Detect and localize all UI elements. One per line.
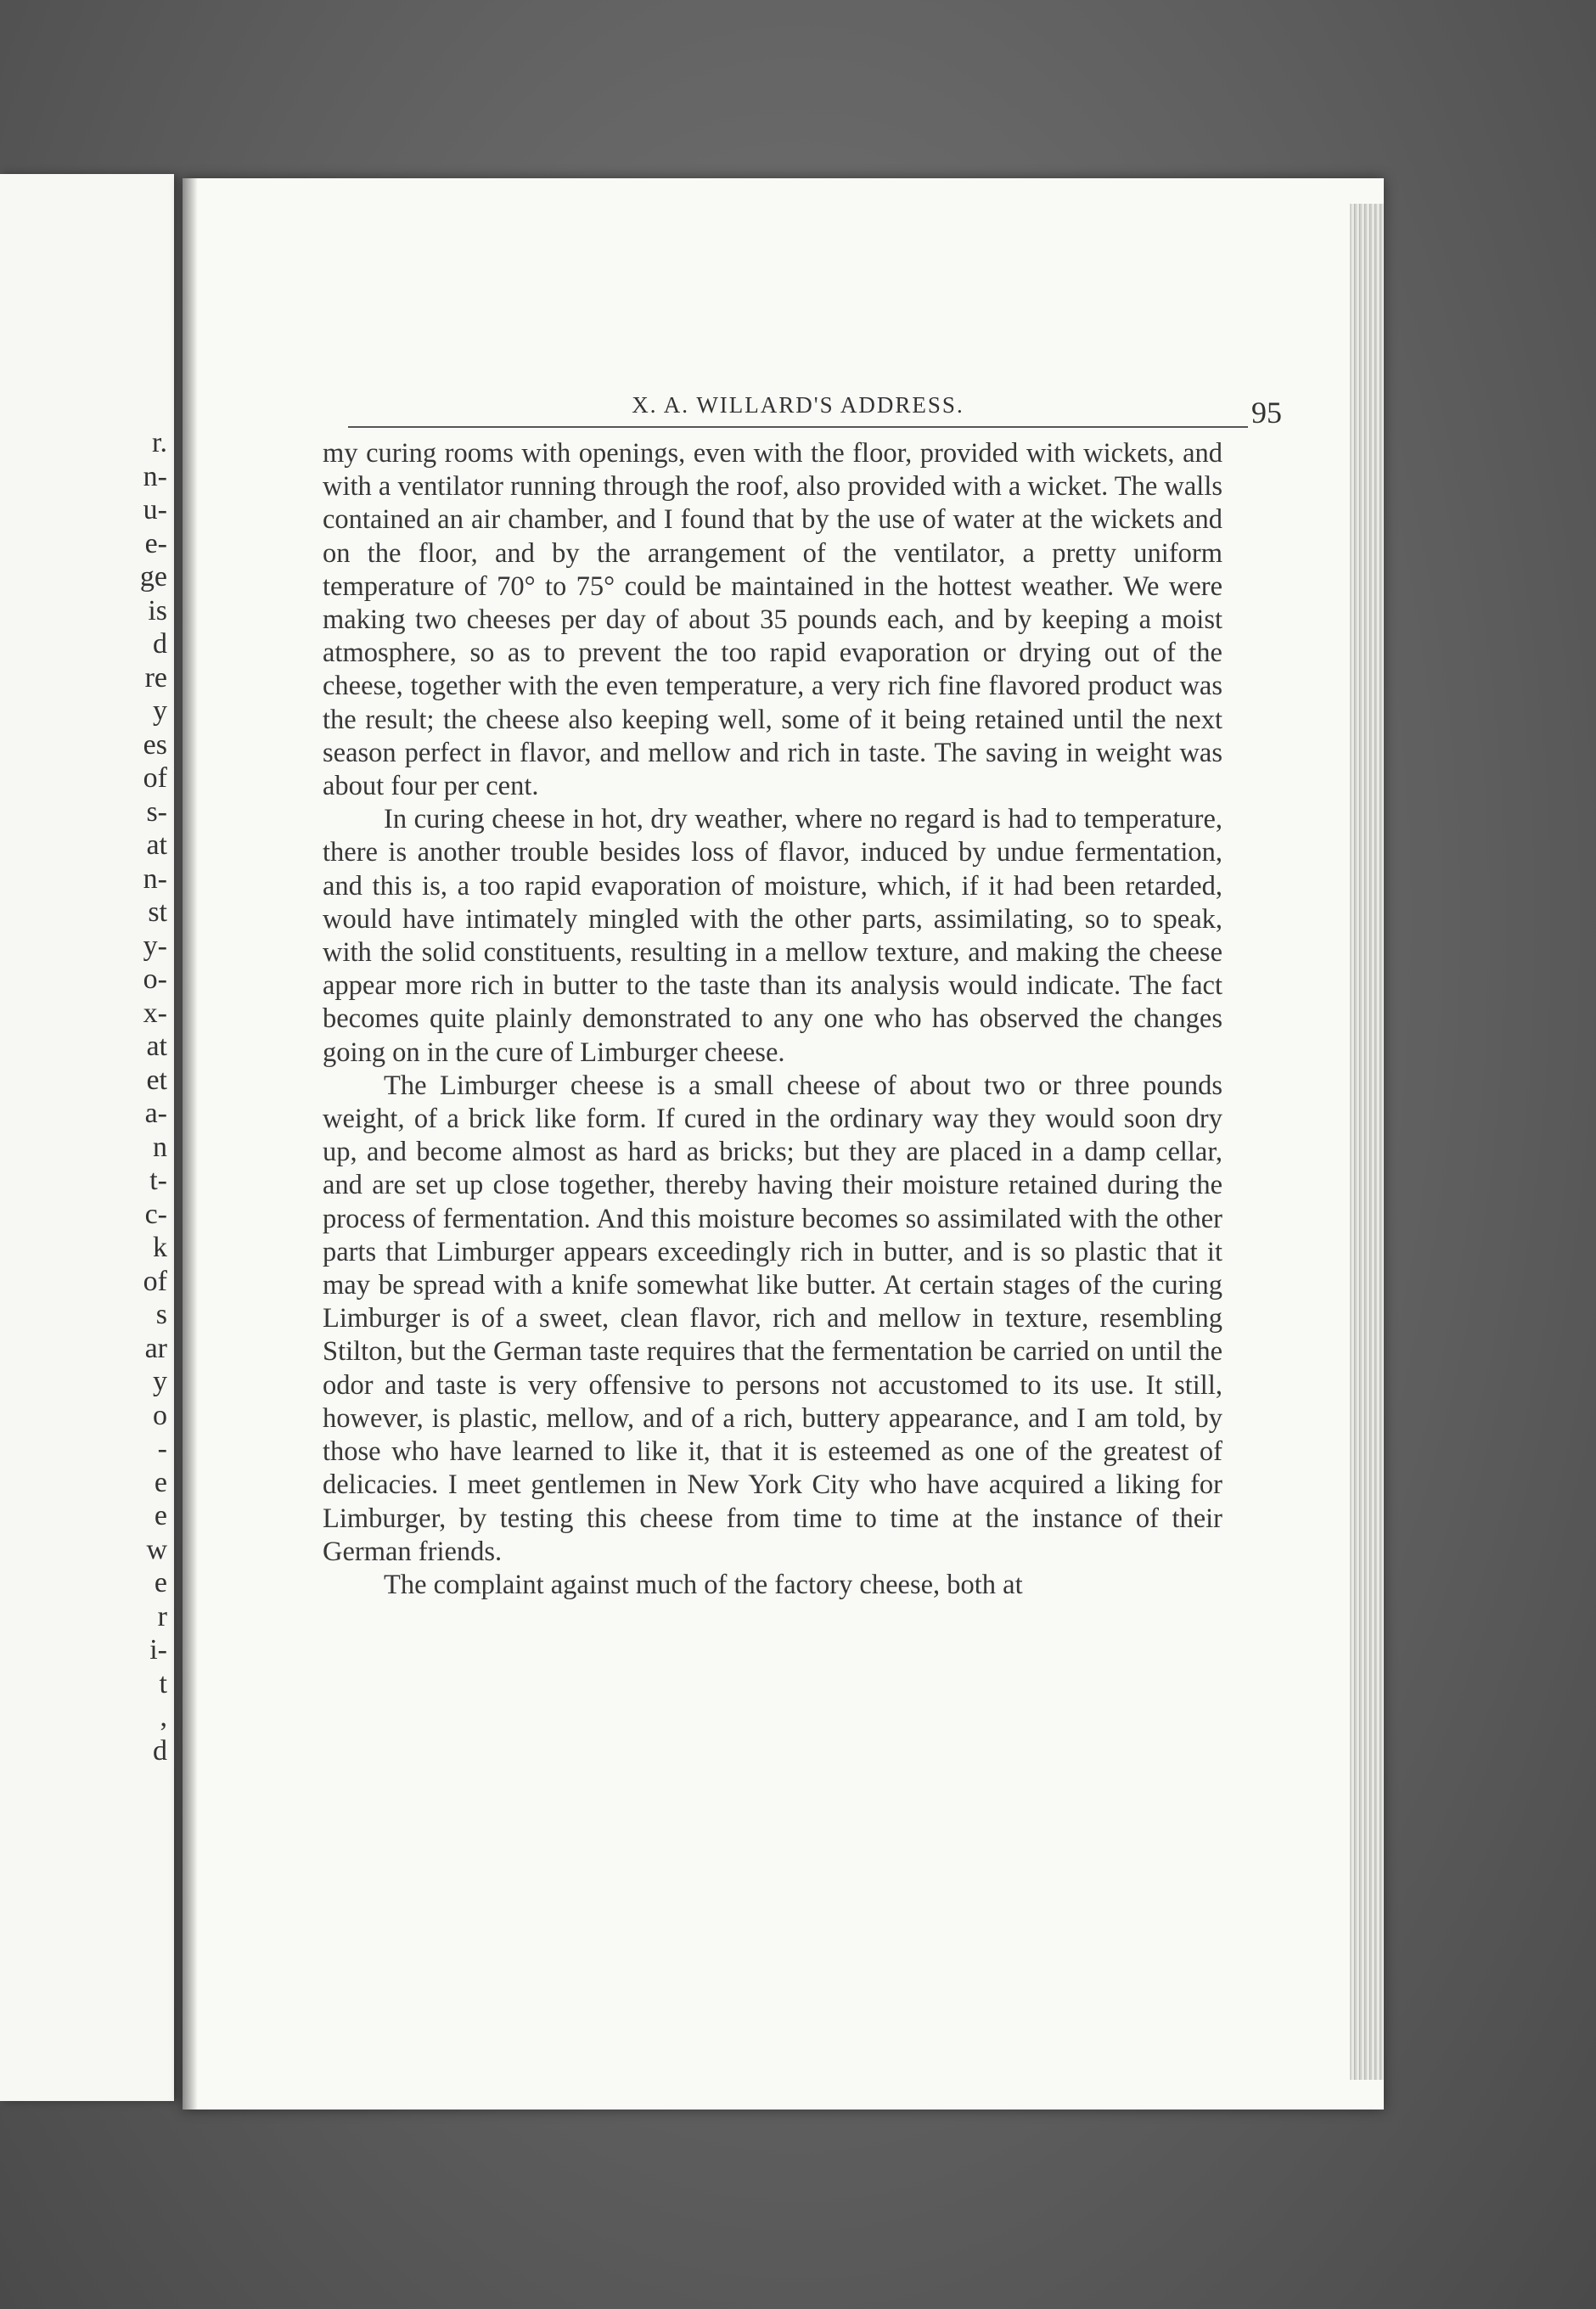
facing-page-fragment: e: [154, 1500, 167, 1531]
facing-page-fragment: of: [143, 1265, 167, 1297]
facing-page-fragment: r.: [152, 427, 167, 458]
facing-page-fragment: k: [153, 1232, 167, 1263]
facing-page-fragment: of: [143, 762, 167, 794]
facing-page-fragment: n-: [143, 862, 167, 895]
facing-page-fragment: d: [153, 628, 167, 660]
page-number: 95: [1251, 396, 1282, 430]
facing-page-fragment: y-: [143, 930, 167, 962]
facing-page-fragment: y: [153, 1366, 167, 1397]
facing-page-fragment: a-: [144, 1098, 167, 1129]
facing-page-fragment: s-: [146, 795, 167, 828]
running-head: X. A. WILLARD'S ADDRESS.: [632, 392, 964, 418]
paragraph: In curing cheese in hot, dry weather, where no regard is had to temperature, there is another trouble besides loss of flavor, induced by undue fermentation, and this is, a too rapid evaporation of moisture, which, if it had been retarded, would have intimately mingled with the other parts, assimilating, so to speak, with the solid constituents, resulting in a mellow texture, and making the cheese appear more rich in butter to the taste than its analysis would indicate. The fact becomes quite plainly demonstrated to any one who has observed the changes going on in the cure of Limburger cheese.: [323, 804, 1222, 1068]
facing-page-fragment: e-: [144, 527, 167, 559]
facing-page-fragment: re: [144, 661, 167, 694]
facing-page-fragment: w: [146, 1533, 167, 1565]
facing-page-fragment: o-: [143, 963, 167, 995]
facing-page-fragment: at: [146, 829, 167, 861]
facing-page-fragment: i-: [149, 1634, 167, 1666]
page-edge: [1350, 204, 1384, 2080]
paragraph: The Limburger cheese is a small cheese of about two or three pounds weight, of a brick like form. If cured in the ordinary way they would soon dry up, and become almost as hard as bricks; but they are placed in a damp cellar, and are set up close together, thereby having their moisture retained during the process of fermentation. And this moisture becomes so assimilated with the other parts that Limburger appears exceedingly rich in butter, and is so plastic that it may be spread with a knife somewhat like butter. At certain stages of the curing Limburger is of a sweet, clean flavor, rich and mellow in texture, resembling Stilton, but the German taste requires that the fermentation be carried on until the odor and taste is very offensive to persons not accustomed to its use. It still, however, is plastic, mellow, and of a rich, buttery appearance, and I am told, by those who have learned to like it, that it is esteemed as one of the greatest of delicacies. I meet gentlemen in New York City who have acquired a liking for Limburger, by testing this cheese from time to time at the instance of their German friends.: [323, 1070, 1222, 1567]
facing-page-fragment: x-: [143, 997, 167, 1029]
facing-page-fragment: c-: [144, 1198, 167, 1230]
facing-page-fragment: ge: [139, 561, 167, 593]
facing-page-fragment: d: [153, 1734, 167, 1767]
facing-page-fragment: n-: [143, 460, 167, 492]
facing-page-fragment: o: [153, 1399, 167, 1431]
body-text: [323, 437, 1222, 1602]
facing-page-fragment: s: [155, 1299, 167, 1330]
facing-page-fragment: es: [143, 728, 167, 761]
facing-page-fragment: ,: [160, 1701, 167, 1733]
facing-page-fragment: u-: [143, 494, 167, 525]
facing-page-fragment: e: [154, 1567, 167, 1598]
paragraph: my curing rooms with openings, even with the floor, provided with wickets, and with a ventilator running through the roof, also provided with a wicket. The walls contained an air chamber, and I found that by the use of water at the wickets and on the floor, and by the arrangement of the ventilator, a pretty uniform temperature of 70° to 75° could be maintained in the hottest weather. We were making two cheeses per day of about 35 pounds each, and by keeping a moist atmosphere, so as to prevent the too rapid evaporation or drying out of the cheese, together with the even temperature, a very rich fine flavored product was the result; the cheese also keeping well, some of it being retained until the next season perfect in flavor, and mellow and rich in taste. The saving in weight was about four per cent.: [323, 438, 1222, 802]
page-gutter: [183, 178, 198, 2110]
facing-page-fragment: t-: [149, 1165, 167, 1196]
page-header: [348, 392, 1282, 430]
facing-page-fragment: r: [157, 1600, 167, 1632]
facing-page-fragment: -: [157, 1433, 167, 1464]
book-page: [183, 178, 1384, 2110]
facing-page-fragment: is: [148, 594, 167, 626]
facing-page-fragment: at: [146, 1031, 167, 1062]
facing-page-fragment: ar: [144, 1332, 167, 1364]
facing-page-fragment: t: [159, 1667, 167, 1699]
facing-page: [0, 174, 174, 2101]
facing-page-fragment: y: [153, 695, 167, 727]
paragraph: The complaint against much of the factory cheese, both at: [384, 1569, 1023, 1600]
facing-page-fragment: n: [153, 1131, 167, 1163]
facing-page-fragment: st: [148, 896, 167, 928]
facing-page-fragment: et: [146, 1064, 167, 1096]
facing-page-fragment: e: [154, 1466, 167, 1498]
